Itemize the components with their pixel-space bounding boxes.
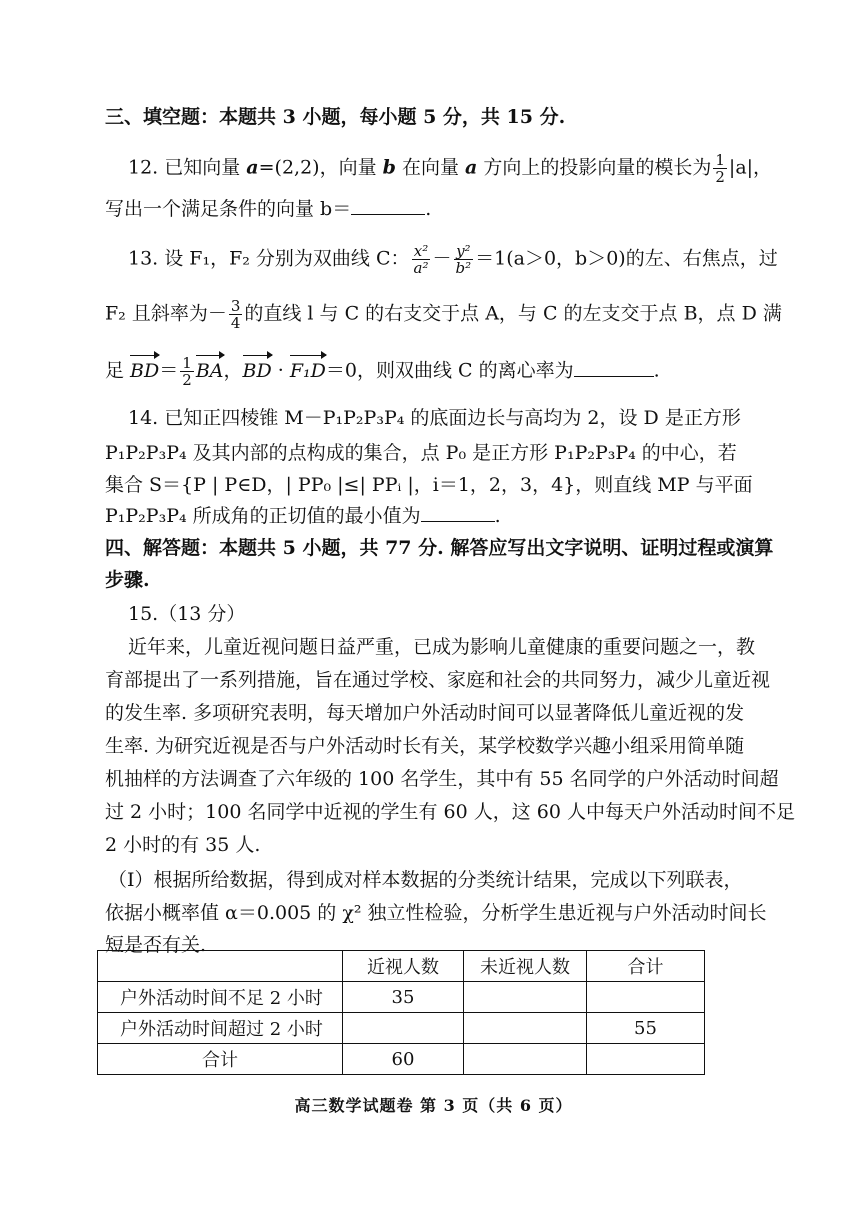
q13-text: 13. 设 F₁，F₂ 分别为双曲线 C：	[128, 247, 410, 270]
q13-text: F₂ 且斜率为－	[105, 302, 227, 325]
table-row-label: 户外活动时间不足 2 小时	[98, 982, 343, 1013]
q14-text: .	[494, 505, 501, 527]
vector-f1d: F₁D	[289, 359, 326, 382]
contingency-table	[97, 950, 705, 1075]
table-cell: 55	[587, 1013, 705, 1044]
table-row-label: 户外活动时间超过 2 小时	[98, 1013, 343, 1044]
q15-paragraph-line: 生率. 为研究近视是否与户外活动时长有关，某学校数学兴趣小组采用简单随	[105, 735, 745, 757]
q14-text: P₁P₂P₃P₄ 所成角的正切值的最小值为	[105, 505, 421, 527]
q12-text: |a|，	[728, 156, 773, 179]
section4-heading: 四、解答题：本题共 5 小题，共 77 分. 解答应写出文字说明、证明过程或演算	[105, 537, 774, 559]
table-header-cell: 未近视人数	[464, 951, 587, 982]
fraction-numerator: y²	[454, 243, 474, 260]
q15-paragraph-line: 近年来，儿童近视问题日益严重，已成为影响儿童健康的重要问题之一，教	[128, 636, 756, 658]
q15-paragraph-line: 的发生率. 多项研究表明，每天增加户外活动时间可以显著降低儿童近视的发	[105, 702, 745, 724]
q12-vector-b: b	[382, 156, 396, 179]
q12-text: 方向上的投影向量的模长为	[477, 156, 712, 179]
fraction-numerator: x²	[412, 243, 431, 260]
page-footer: 高三数学试题卷 第 3 页（共 6 页）	[294, 1096, 573, 1115]
q12-vector-a: a	[246, 156, 259, 179]
table-header-row	[98, 951, 705, 982]
answer-blank[interactable]	[351, 196, 425, 215]
section3-heading: 三、填空题：本题共 3 小题，每小题 5 分，共 15 分.	[105, 106, 566, 128]
q12-text: =(2,2)，向量	[258, 156, 383, 179]
fraction-denominator: a²	[413, 259, 429, 277]
fraction-numerator: 3	[230, 297, 241, 315]
vector-bd: BD	[130, 359, 160, 382]
q12-text: 写出一个满足条件的向量 b＝	[105, 198, 352, 220]
section4-heading-cont: 步骤.	[105, 569, 150, 591]
table-header-cell: 合计	[587, 951, 705, 982]
q12-text: 在向量	[395, 156, 466, 179]
table-cell[interactable]	[343, 1013, 464, 1044]
table-row	[98, 1044, 705, 1075]
fraction-numerator: 1	[715, 151, 725, 169]
q15-part1-line: 短是否有关.	[105, 934, 207, 956]
table-row-label: 合计	[98, 1044, 343, 1075]
fraction-numerator: 1	[182, 354, 192, 372]
q13-slope-fraction	[229, 298, 243, 331]
q13-text: ＝0，则双曲线 C 的离心率为	[325, 359, 574, 382]
q12-text: 12. 已知向量	[128, 156, 247, 179]
q13-line1	[0, 243, 867, 276]
q15-paragraph-line: 2 小时的有 35 人.	[105, 834, 261, 856]
q14-line2: P₁P₂P₃P₄ 及其内部的点构成的集合，点 P₀ 是正方形 P₁P₂P₃P₄ 的中心，若	[105, 442, 737, 464]
table-header-cell: 近视人数	[343, 951, 464, 982]
table-cell: 35	[343, 982, 464, 1013]
q15-paragraph-line: 育部提出了一系列措施，旨在通过学校、家庭和社会的共同努力，减少儿童近视	[105, 669, 771, 691]
q13-fraction-x	[412, 243, 431, 276]
q12-text: .	[425, 198, 432, 220]
q13-text: ＝	[159, 359, 179, 382]
q13-text: .	[653, 359, 660, 382]
table-cell[interactable]	[587, 1044, 705, 1075]
q14-line1: 14. 已知正四棱锥 M－P₁P₂P₃P₄ 的底面边长与高均为 2，设 D 是正方形	[128, 407, 741, 429]
fraction-denominator: 2	[715, 168, 725, 186]
fraction-denominator: 4	[230, 314, 241, 332]
q15-paragraph-line: 过 2 小时；100 名同学中近视的学生有 60 人，这 60 人中每天户外活动时间不足	[105, 801, 795, 823]
q13-text: 足	[105, 359, 131, 382]
answer-blank[interactable]	[574, 358, 654, 377]
fraction-denominator: b²	[455, 259, 472, 277]
q13-text: －	[432, 247, 452, 270]
table-cell: 60	[343, 1044, 464, 1075]
q12-fraction	[713, 152, 727, 185]
table-cell[interactable]	[587, 982, 705, 1013]
q12-line2	[0, 196, 867, 222]
q13-half-fraction	[180, 355, 194, 388]
q12-vector-a: a	[465, 156, 478, 179]
vector-bd: BD	[242, 359, 272, 382]
q13-text: ＝1(a＞0，b＞0)的左、右焦点，过	[475, 247, 778, 270]
fraction-denominator: 2	[182, 371, 192, 389]
vector-ba: BA	[195, 359, 224, 382]
q14-line4	[0, 503, 867, 529]
q15-part1-line: 依据小概率值 α＝0.005 的 χ² 独立性检验，分析学生患近视与户外活动时间长	[105, 902, 767, 924]
q13-text: 的直线 l 与 C 的右支交于点 A，与 C 的左支交于点 B，点 D 满	[244, 302, 782, 325]
q13-line3	[0, 355, 867, 388]
q13-fraction-y	[454, 243, 474, 276]
q14-line3: 集合 S＝{P | P∈D，| PP₀ |≤| PPᵢ |，i＝1，2，3，4}，则直线 MP 与平面	[105, 474, 753, 496]
q13-text: ，	[223, 359, 243, 382]
q12-line1	[0, 152, 867, 185]
table-row	[98, 1013, 705, 1044]
q15-paragraph-line: 机抽样的方法调查了六年级的 100 名学生，其中有 55 名同学的户外活动时间超	[105, 768, 779, 790]
q13-line2	[0, 298, 867, 331]
table-cell[interactable]	[464, 1013, 587, 1044]
answer-blank[interactable]	[421, 503, 495, 522]
q13-text: ·	[271, 359, 290, 382]
table-row	[98, 982, 705, 1013]
table-cell[interactable]	[464, 982, 587, 1013]
q15-title: 15.（13 分）	[128, 603, 246, 625]
table-header-cell	[98, 951, 343, 982]
table-cell[interactable]	[464, 1044, 587, 1075]
q15-part1-line: （Ⅰ）根据所给数据，得到成对样本数据的分类统计结果，完成以下列联表，	[108, 869, 743, 891]
